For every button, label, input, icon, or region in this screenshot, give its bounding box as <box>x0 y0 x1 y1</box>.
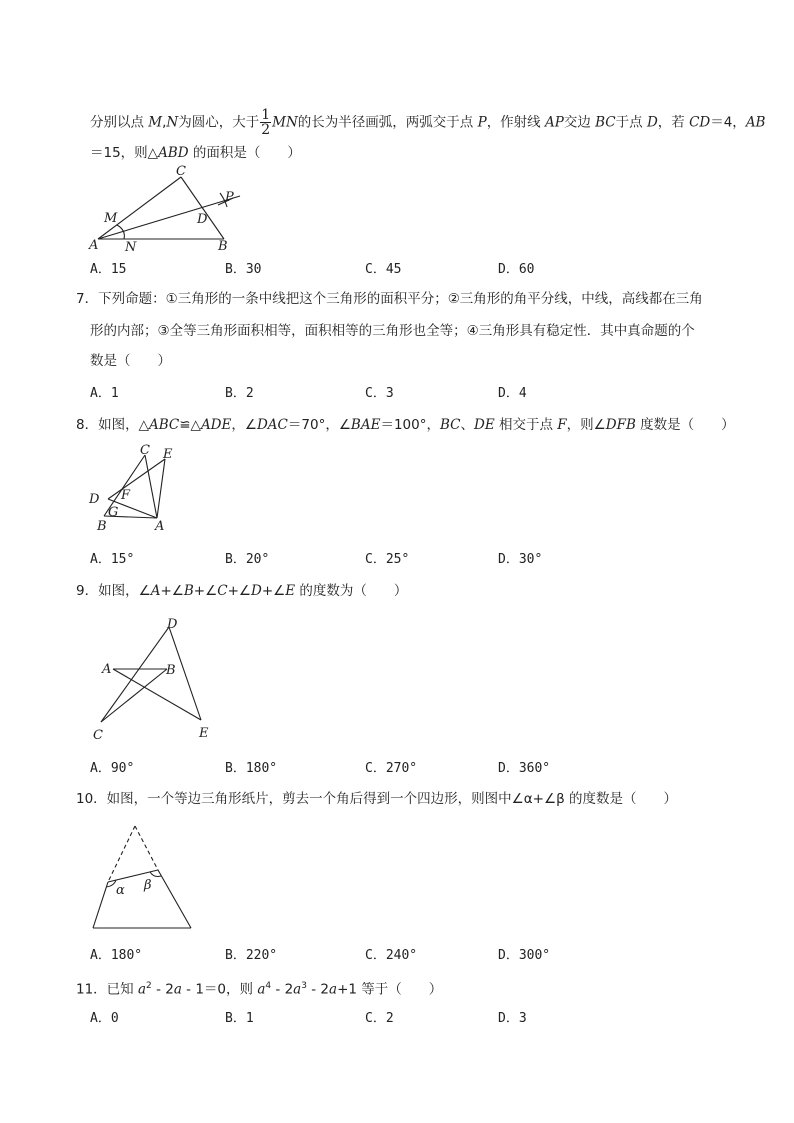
q10-line-1: 10．如图，一个等边三角形纸片，剪去一个角后得到一个四边形，则图中∠α+∠β 的度数是（ ） <box>76 791 677 807</box>
label-a: A <box>155 519 165 534</box>
q6-text: 交边 <box>563 114 596 131</box>
q8-text: ＝70°，∠ <box>287 417 351 433</box>
q9-var: B <box>183 583 194 599</box>
q8-var: ABC <box>148 417 180 433</box>
q7-option-c[interactable]: C．3 <box>365 386 394 401</box>
label-d: D <box>167 617 178 632</box>
label-g: G <box>108 505 119 520</box>
q9-option-c[interactable]: C．270° <box>365 761 418 776</box>
q9-figure <box>88 612 218 742</box>
q11-var: a <box>137 981 147 998</box>
q7-line-3: 数是（ ） <box>90 353 171 369</box>
q10-option-b[interactable]: B．220° <box>225 948 278 963</box>
label-c: C <box>140 443 150 458</box>
q6-text: 于点 <box>615 114 647 131</box>
side-left <box>93 882 108 928</box>
q6-text: 为圆心，大于 <box>178 114 260 131</box>
label-e: E <box>199 726 209 741</box>
q8-var: ADE <box>200 417 232 433</box>
q6-var: BC <box>595 114 616 131</box>
q8-text: ，∠ <box>231 417 257 433</box>
q11-option-d[interactable]: D．3 <box>498 1011 527 1026</box>
label-a: A <box>102 662 112 677</box>
segment-ac <box>98 177 181 239</box>
q11-option-b[interactable]: B．1 <box>225 1011 254 1026</box>
q9-text: +∠ <box>193 583 218 599</box>
q9-option-a[interactable]: A．90° <box>90 761 135 776</box>
q6-text: , <box>162 114 167 131</box>
q6-text: ＝4， <box>710 114 746 131</box>
q6-var: P <box>477 114 487 131</box>
label-a: A <box>89 238 99 253</box>
q6-var: N <box>166 114 179 131</box>
q11-text: - 1＝0，则 <box>181 981 258 998</box>
label-d: D <box>89 492 100 507</box>
label-d: D <box>197 212 208 227</box>
label-n: N <box>125 240 137 255</box>
q8-text: ≌△ <box>179 417 201 433</box>
q11-exponent: 2 <box>146 981 152 991</box>
q6-text: ，作射线 <box>486 114 545 131</box>
q8-option-a[interactable]: A．15° <box>90 552 135 567</box>
segment-de <box>108 459 165 499</box>
q8-option-b[interactable]: B．20° <box>225 552 270 567</box>
q9-text: 的度数为（ ） <box>295 583 408 599</box>
label-c: C <box>93 728 103 743</box>
q6-var: ABD <box>158 145 189 161</box>
q7-option-d[interactable]: D．4 <box>498 386 527 401</box>
q7-line-1: 7．下列命题：①三角形的一条中线把这个三角形的面积平分；②三角形的角平分线，中线，高线都在三角 <box>76 291 703 307</box>
label-b: B <box>166 663 176 678</box>
q11-text: +1 等于（ ） <box>337 981 443 998</box>
q11-exponent: 4 <box>265 981 272 991</box>
q11-text: 11．已知 <box>76 981 138 998</box>
fraction-numerator: 1 <box>261 107 271 123</box>
label-c: C <box>176 164 186 179</box>
q9-var: E <box>285 583 296 599</box>
segment-ea <box>157 459 165 518</box>
fraction-one-half <box>260 108 271 137</box>
q6-figure <box>88 163 248 258</box>
ray-ap <box>98 196 240 239</box>
q11-line-1 <box>76 977 442 999</box>
q6-text: ＝15，则△ <box>90 145 159 161</box>
q9-line-1 <box>76 582 407 600</box>
q8-var: BC <box>439 417 461 433</box>
q8-text: 、 <box>460 417 474 433</box>
q6-line-1 <box>90 108 765 137</box>
q6-var: CD <box>689 114 711 131</box>
q10-option-d[interactable]: D．300° <box>498 948 551 963</box>
q11-var: a <box>257 981 266 998</box>
q7-option-b[interactable]: B．2 <box>225 386 254 401</box>
q7-option-a[interactable]: A．1 <box>90 386 119 401</box>
segment-ca <box>145 455 157 518</box>
q9-var: D <box>250 583 262 599</box>
dashed-side-left <box>108 826 135 882</box>
label-e: E <box>163 447 173 462</box>
q10-figure <box>88 820 198 932</box>
q10-option-c[interactable]: C．240° <box>365 948 418 963</box>
q6-text: 分别以点 <box>90 114 149 131</box>
q9-var: C <box>217 583 228 599</box>
fraction-denominator: 2 <box>261 122 271 138</box>
label-b: B <box>97 519 107 534</box>
q8-var: DFB <box>605 417 636 433</box>
q11-option-a[interactable]: A．0 <box>90 1011 119 1026</box>
q6-var: MN <box>272 114 298 131</box>
q6-var: AP <box>544 114 564 131</box>
q8-text: ，则∠ <box>566 417 606 433</box>
q11-exponent: 3 <box>301 981 307 991</box>
q6-var: D <box>646 114 658 131</box>
q8-text: 相交于点 <box>494 417 558 433</box>
q11-var: a <box>173 981 182 998</box>
q8-text: 度数是（ ） <box>635 417 735 433</box>
label-b: B <box>218 239 228 254</box>
q10-option-a[interactable]: A．180° <box>90 948 143 963</box>
q9-text: +∠ <box>261 583 286 599</box>
q6-option-d[interactable]: D．60 <box>498 262 535 277</box>
q8-var: BAE <box>350 417 381 433</box>
q6-option-a[interactable]: A．15 <box>90 262 127 277</box>
q8-line-1 <box>76 416 735 434</box>
q11-option-c[interactable]: C．2 <box>365 1011 394 1026</box>
side-right <box>158 870 191 928</box>
q6-var: AB <box>745 114 766 131</box>
q8-var: DE <box>474 417 495 433</box>
q11-text: - 2 <box>271 981 294 998</box>
q6-option-c[interactable]: C．45 <box>365 262 402 277</box>
label-m: M <box>104 211 118 226</box>
q11-var: a <box>329 981 338 998</box>
q11-text: - 2 <box>151 981 174 998</box>
q9-text: +∠ <box>227 583 251 599</box>
q6-text: 的面积是（ ） <box>188 145 301 161</box>
q8-var: F <box>557 417 567 433</box>
q8-text: ＝100°， <box>380 417 440 433</box>
q11-var: a <box>293 981 302 998</box>
q8-option-c[interactable]: C．25° <box>365 552 410 567</box>
label-alpha: α <box>116 883 125 898</box>
q6-line-2 <box>90 144 301 162</box>
q6-text: 的长为半径画弧，两弧交于点 <box>297 114 478 131</box>
q6-text: ，若 <box>657 114 690 131</box>
label-beta: β <box>144 878 152 893</box>
q6-var: M <box>148 114 163 131</box>
label-f: F <box>121 488 131 503</box>
q11-text: - 2 <box>306 981 330 998</box>
q6-option-b[interactable]: B．30 <box>225 262 262 277</box>
q9-option-d[interactable]: D．360° <box>498 761 551 776</box>
q9-text: +∠ <box>160 583 184 599</box>
q9-option-b[interactable]: B．180° <box>225 761 278 776</box>
q7-line-2: 形的内部；③全等三角形面积相等，面积相等的三角形也全等；④三角形具有稳定性．其中真命题的个 <box>90 323 695 339</box>
q9-text: 9．如图，∠ <box>76 583 151 599</box>
segment-cb <box>181 177 224 239</box>
q8-option-d[interactable]: D．30° <box>498 552 543 567</box>
dashed-side-right <box>135 826 158 870</box>
q8-text: 8．如图，△ <box>76 417 149 433</box>
q8-var: DAC <box>256 417 288 433</box>
q8-figure <box>88 442 183 534</box>
q9-var: A <box>150 583 161 599</box>
label-p: P <box>225 190 234 205</box>
